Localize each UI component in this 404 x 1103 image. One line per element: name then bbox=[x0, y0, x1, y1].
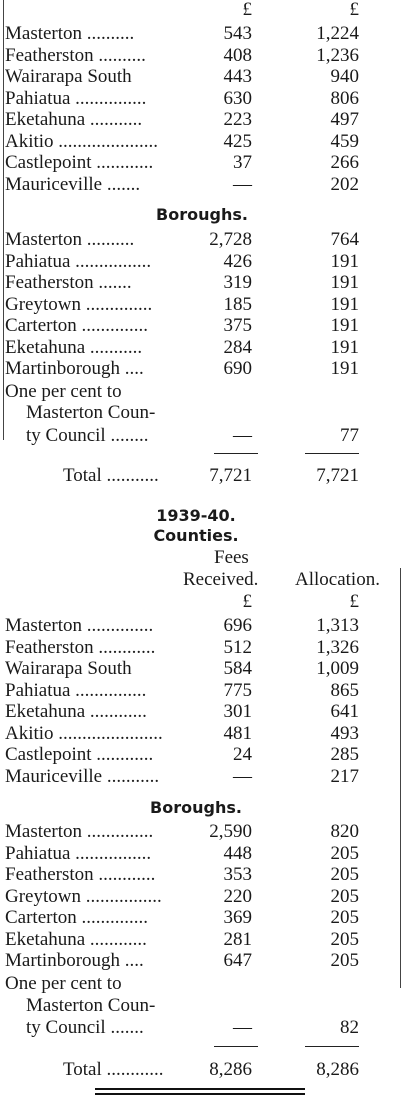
allocation-value: 1,326 bbox=[316, 636, 359, 658]
fees-value: 369 bbox=[223, 907, 252, 928]
county-row bbox=[0, 173, 404, 197]
end-rule-top bbox=[95, 1088, 305, 1090]
row-label: Carterton .............. bbox=[5, 315, 149, 336]
row-label: Masterton .......... bbox=[5, 229, 135, 250]
row-label: Mauriceville ........... bbox=[5, 765, 160, 787]
row-label: ty Council ........ bbox=[26, 425, 149, 446]
allocation-value: 641 bbox=[330, 701, 359, 722]
row-label: Pahiatua ............... bbox=[5, 679, 147, 701]
fees-value: 696 bbox=[223, 615, 252, 636]
borough-row bbox=[0, 863, 404, 887]
row-label: ty Council ....... bbox=[26, 1017, 144, 1038]
fees-value: 353 bbox=[223, 864, 252, 885]
allocation-value: 191 bbox=[330, 358, 359, 379]
one-per-cent-line-1: One per cent to bbox=[5, 381, 122, 402]
fees-value: 426 bbox=[223, 250, 252, 272]
county-row bbox=[0, 657, 404, 681]
one-per-cent-line-2: Masterton Coun- bbox=[26, 995, 156, 1016]
fees-value: 425 bbox=[223, 130, 252, 152]
county-row bbox=[0, 87, 404, 111]
allocation-value: 205 bbox=[330, 928, 359, 950]
allocation-value: 8,286 bbox=[316, 1059, 359, 1080]
fees-value: 284 bbox=[223, 336, 252, 358]
allocation-value: 205 bbox=[330, 907, 359, 928]
boroughs-heading: Boroughs. bbox=[150, 798, 242, 817]
allocation-value: 191 bbox=[330, 272, 359, 293]
borough-row bbox=[0, 271, 404, 295]
fees-value: 37 bbox=[233, 152, 252, 173]
borough-row bbox=[0, 357, 404, 381]
borough-row bbox=[0, 949, 404, 973]
borough-row bbox=[0, 336, 404, 360]
county-row bbox=[0, 614, 404, 638]
fees-value: 8,286 bbox=[209, 1059, 252, 1080]
fees-value: — bbox=[233, 765, 252, 787]
borough-row bbox=[0, 293, 404, 317]
allocation-value: 202 bbox=[330, 173, 359, 195]
total-row bbox=[0, 464, 404, 488]
row-label: Wairarapa South bbox=[5, 658, 132, 679]
allocation-value: 205 bbox=[330, 842, 359, 864]
row-label: Akitio ...................... bbox=[5, 722, 163, 744]
county-row bbox=[0, 636, 404, 660]
currency-symbol: £ bbox=[242, 591, 252, 612]
fees-value: 7,721 bbox=[209, 465, 252, 486]
allocation-value: 7,721 bbox=[316, 465, 359, 486]
fees-value: 481 bbox=[223, 722, 252, 744]
row-label: Wairarapa South bbox=[5, 66, 132, 87]
fees-value: — bbox=[233, 425, 252, 446]
allocation-value: 1,009 bbox=[316, 658, 359, 679]
row-label: Castlepoint ............ bbox=[5, 152, 154, 173]
row-label: Eketahuna ........... bbox=[5, 109, 143, 130]
fees-value: 223 bbox=[223, 109, 252, 130]
row-label: Greytown .............. bbox=[5, 293, 153, 315]
boroughs-heading: Boroughs. bbox=[156, 205, 248, 224]
allocation-value: 191 bbox=[330, 293, 359, 315]
allocation-value: 266 bbox=[330, 152, 359, 173]
county-row bbox=[0, 44, 404, 68]
fees-value: 220 bbox=[223, 885, 252, 907]
fees-value: 443 bbox=[223, 66, 252, 87]
fees-value: 2,590 bbox=[209, 821, 252, 842]
fees-value: 647 bbox=[223, 950, 252, 971]
fees-value: 375 bbox=[223, 315, 252, 336]
one-per-cent-line-1: One per cent to bbox=[5, 973, 122, 994]
row-label: Pahiatua ................ bbox=[5, 842, 152, 864]
allocation-value: 217 bbox=[330, 765, 359, 787]
row-label: Pahiatua ................ bbox=[5, 250, 152, 272]
row-label: Pahiatua ............... bbox=[5, 87, 147, 109]
total-row bbox=[0, 1058, 404, 1082]
allocation-value: 1,224 bbox=[316, 23, 359, 44]
total-rule-fees bbox=[214, 453, 258, 454]
allocation-value: 940 bbox=[330, 66, 359, 87]
currency-row bbox=[0, 0, 404, 22]
county-row bbox=[0, 722, 404, 746]
row-label: Greytown ................ bbox=[5, 885, 162, 907]
fees-value: 24 bbox=[233, 744, 252, 765]
row-label: Masterton .............. bbox=[5, 615, 154, 636]
county-row bbox=[0, 65, 404, 89]
fees-value: 775 bbox=[223, 679, 252, 701]
fees-value: 512 bbox=[223, 636, 252, 658]
one-per-cent-row bbox=[0, 424, 404, 448]
row-label: Martinborough .... bbox=[5, 950, 144, 971]
row-label: Masterton .......... bbox=[5, 23, 135, 44]
borough-row bbox=[0, 906, 404, 930]
county-row bbox=[0, 679, 404, 703]
allocation-value: 82 bbox=[340, 1017, 359, 1038]
allocation-value: 205 bbox=[330, 950, 359, 971]
row-label: Eketahuna ............ bbox=[5, 928, 147, 950]
allocation-value: 459 bbox=[330, 130, 359, 152]
row-label: Featherston .......... bbox=[5, 44, 146, 66]
row-label: Castlepoint ............ bbox=[5, 744, 154, 765]
borough-row bbox=[0, 820, 404, 844]
allocation-value: 865 bbox=[330, 679, 359, 701]
allocation-value: 205 bbox=[330, 885, 359, 907]
one-per-cent-line-2: Masterton Coun- bbox=[26, 402, 156, 423]
total-rule-alloc bbox=[305, 1046, 359, 1047]
borough-row bbox=[0, 228, 404, 252]
currency-symbol: £ bbox=[242, 0, 252, 20]
col-alloc-heading: Allocation. bbox=[295, 569, 380, 590]
allocation-value: 820 bbox=[330, 821, 359, 842]
year-heading: 1939-40. bbox=[156, 506, 236, 525]
allocation-value: 493 bbox=[330, 722, 359, 744]
row-label: Eketahuna ............ bbox=[5, 701, 147, 722]
fees-value: 630 bbox=[223, 87, 252, 109]
col-fees-heading-2: Received. bbox=[183, 569, 259, 590]
allocation-value: 497 bbox=[330, 109, 359, 130]
allocation-value: 205 bbox=[330, 864, 359, 885]
col-fees-heading-1: Fees bbox=[214, 547, 249, 568]
currency-row bbox=[0, 590, 404, 614]
county-row bbox=[0, 765, 404, 789]
fees-value: 185 bbox=[223, 293, 252, 315]
county-row bbox=[0, 700, 404, 724]
borough-row bbox=[0, 885, 404, 909]
row-label: Masterton .............. bbox=[5, 821, 154, 842]
fees-value: 543 bbox=[223, 23, 252, 44]
borough-row bbox=[0, 928, 404, 952]
allocation-value: 1,313 bbox=[316, 615, 359, 636]
row-label: Featherston ............ bbox=[5, 636, 156, 658]
total-rule-alloc bbox=[305, 453, 359, 454]
row-label: Featherston ............ bbox=[5, 864, 156, 885]
fees-value: 584 bbox=[223, 658, 252, 679]
currency-symbol: £ bbox=[349, 0, 359, 20]
borough-row bbox=[0, 842, 404, 866]
counties-heading: Counties. bbox=[153, 526, 239, 545]
fees-value: — bbox=[233, 1017, 252, 1038]
fees-value: 301 bbox=[223, 701, 252, 722]
allocation-value: 191 bbox=[330, 315, 359, 336]
allocation-value: 191 bbox=[330, 250, 359, 272]
borough-row bbox=[0, 314, 404, 338]
county-row bbox=[0, 151, 404, 175]
allocation-value: 764 bbox=[330, 229, 359, 250]
fees-value: 281 bbox=[223, 928, 252, 950]
county-row bbox=[0, 743, 404, 767]
one-per-cent-row bbox=[0, 1016, 404, 1040]
fees-value: 448 bbox=[223, 842, 252, 864]
row-label: Eketahuna ........... bbox=[5, 336, 143, 358]
county-row bbox=[0, 108, 404, 132]
fees-value: 690 bbox=[223, 358, 252, 379]
borough-row bbox=[0, 250, 404, 274]
total-label: Total ............ bbox=[63, 1059, 164, 1080]
end-rule-bottom bbox=[95, 1093, 305, 1095]
fees-value: 319 bbox=[223, 272, 252, 293]
allocation-value: 191 bbox=[330, 336, 359, 358]
row-label: Featherston ....... bbox=[5, 272, 132, 293]
fees-value: 2,728 bbox=[209, 229, 252, 250]
county-row bbox=[0, 22, 404, 46]
row-label: Akitio ..................... bbox=[5, 130, 159, 152]
county-row bbox=[0, 130, 404, 154]
allocation-value: 285 bbox=[330, 744, 359, 765]
allocation-value: 1,236 bbox=[316, 44, 359, 66]
fees-value: 408 bbox=[223, 44, 252, 66]
total-label: Total ........... bbox=[63, 465, 159, 486]
allocation-value: 77 bbox=[340, 425, 359, 446]
total-rule-fees bbox=[214, 1046, 258, 1047]
allocation-value: 806 bbox=[330, 87, 359, 109]
row-label: Mauriceville ....... bbox=[5, 173, 141, 195]
fees-value: — bbox=[233, 173, 252, 195]
row-label: Martinborough .... bbox=[5, 358, 144, 379]
currency-symbol: £ bbox=[349, 591, 359, 612]
row-label: Carterton .............. bbox=[5, 907, 149, 928]
